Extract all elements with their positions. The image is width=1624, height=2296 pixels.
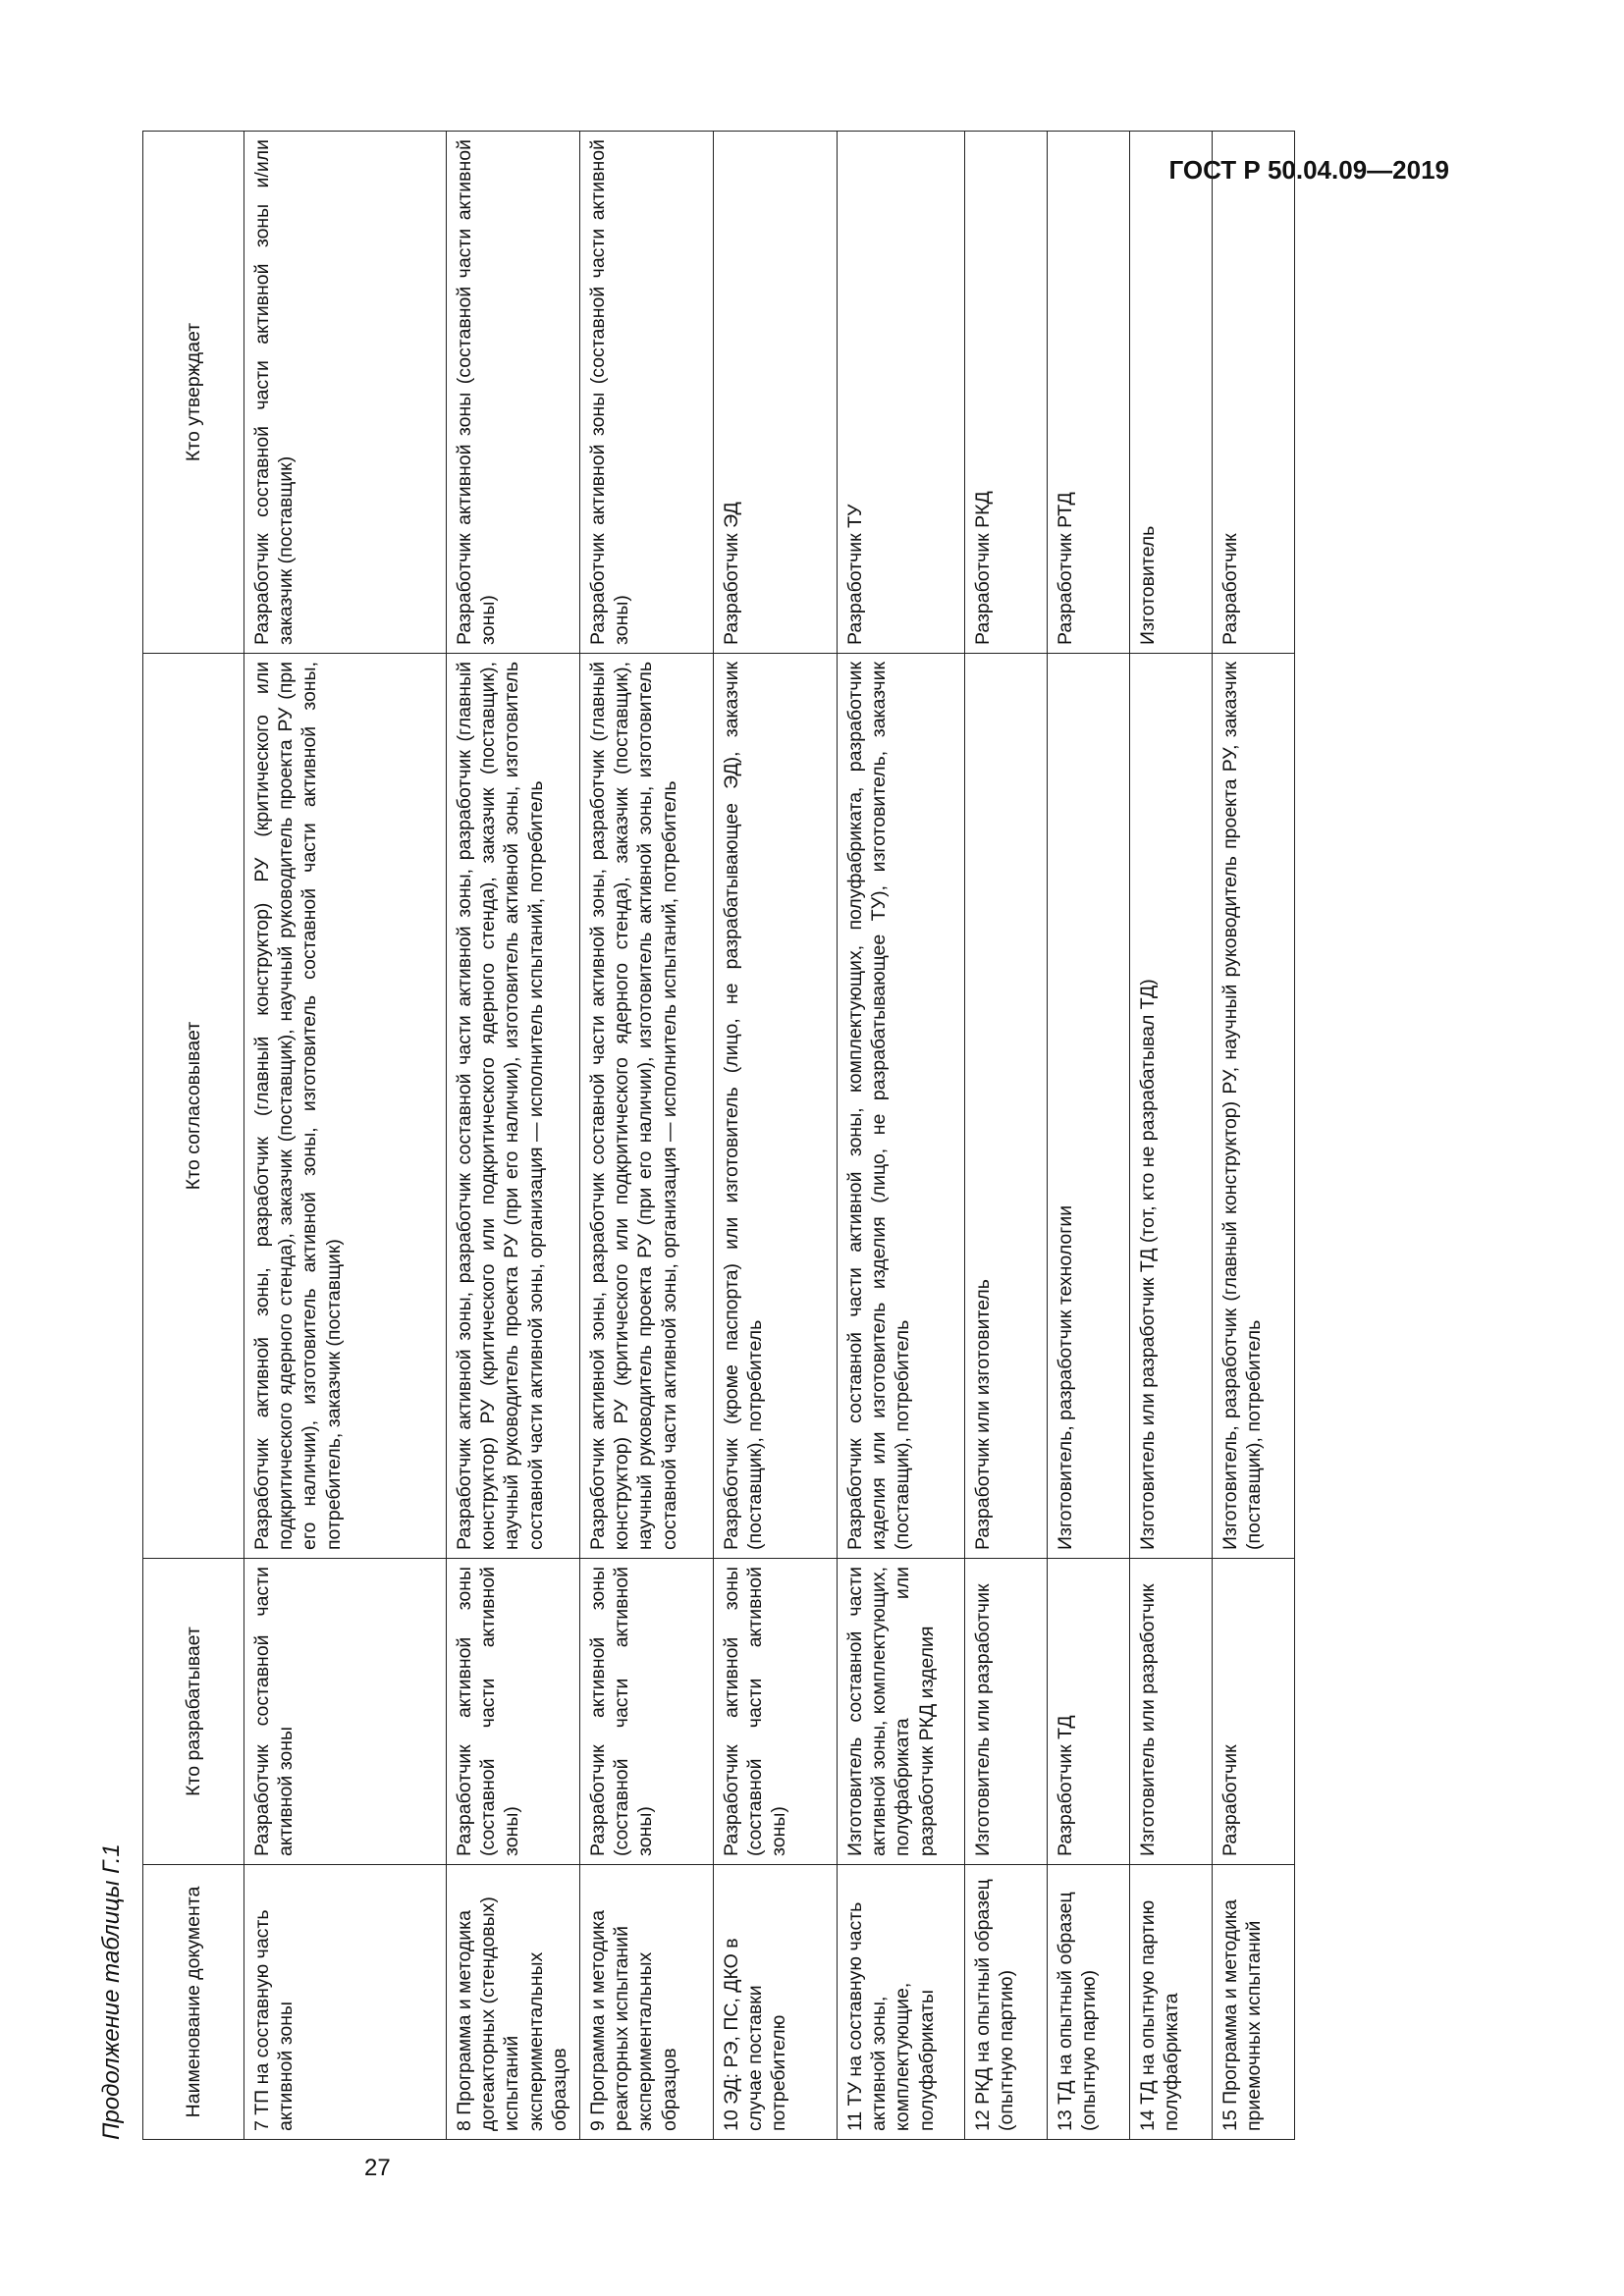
table-row	[1213, 132, 1295, 2140]
cell-document-name: 8 Программа и методика доreакторных (стендовых) испытаний экспериментальных образцов	[447, 1865, 580, 2140]
cell-document-name: 13 ТД на опытный образец (опытную партию)	[1048, 1865, 1130, 2140]
cell-agrees: Разработчик активной зоны, разработчик составной части активной зоны, разработчик (главный конструктор) РУ (критического или подкритического ядерного стенда), заказчик (поставщик), научный руководитель проекта РУ (при его наличии), изготовитель активной зоны, изготовитель составной части активной зоны, организация — исполнитель испытаний, потребитель	[580, 654, 714, 1559]
cell-agrees: Разработчик (кроме паспорта) или изготовитель (лицо, не разрабатывающее ЭД), заказчик (поставщик), потребитель	[714, 654, 838, 1559]
cell-develops: Разработчик активной зоны (составной части активной зоны)	[580, 1559, 714, 1865]
cell-agrees: Изготовитель или разработчик ТД (тот, кто не разрабатывал ТД)	[1130, 654, 1213, 1559]
cell-develops: Разработчик составной части активной зоны	[244, 1559, 447, 1865]
column-header-name: Наименование документа	[143, 1865, 244, 2140]
cell-develops: Разработчик активной зоны (составной части активной зоны)	[447, 1559, 580, 1865]
cell-approves: Разработчик	[1213, 132, 1295, 654]
cell-approves: Разработчик ЭД	[714, 132, 838, 654]
table-row	[244, 132, 447, 2140]
cell-document-name: 9 Программа и методика реакторных испытаний экспериментальных образцов	[580, 1865, 714, 2140]
table-row	[838, 132, 965, 2140]
rotated-table-area	[98, 88, 1414, 2140]
cell-agrees: Разработчик активной зоны, разработчик составной части активной зоны, разработчик (главный конструктор) РУ (критического или подкритического ядерного стенда), заказчик (поставщик), научный руководитель проекта РУ (при его наличии), изготовитель активной зоны, изготовитель составной части активной зоны, организация — исполнитель испытаний, потребитель	[447, 654, 580, 1559]
cell-agrees: Разработчик активной зоны, разработчик (главный конструктор) РУ (критического или подкритического ядерного стенда), заказчик (поставщик), научный руководитель проекта РУ (при его наличии), изготовитель активной зоны, изготовитель составной части активной зоны, потребитель, заказчик (поставщик)	[244, 654, 447, 1559]
documents-table	[142, 131, 1295, 2140]
column-header-develops: Кто разрабатывает	[143, 1559, 244, 1865]
column-header-approves: Кто утверждает	[143, 132, 244, 654]
cell-approves: Разработчик составной части активной зоны и/или заказчик (поставщик)	[244, 132, 447, 654]
table-row	[580, 132, 714, 2140]
table-row	[965, 132, 1048, 2140]
cell-develops: Разработчик	[1213, 1559, 1295, 1865]
cell-document-name: 10 ЭД: РЭ, ПС, ДКО в случае поставки потребителю	[714, 1865, 838, 2140]
cell-develops: Разработчик ТД	[1048, 1559, 1130, 1865]
table-header-row	[143, 132, 244, 2140]
cell-agrees: Разработчик составной части активной зоны, комплектующих, полуфабриката, разработчик изделия или изготовитель изделия (лицо, не разрабатывающее ТУ), изготовитель, заказчик (поставщик), потребитель	[838, 654, 965, 1559]
cell-develops: Разработчик активной зоны (составной части активной зоны)	[714, 1559, 838, 1865]
cell-approves: Разработчик РТД	[1048, 132, 1130, 654]
document-header: ГОСТ Р 50.04.09—2019	[1168, 155, 1449, 185]
cell-approves: Разработчик РКД	[965, 132, 1048, 654]
cell-approves: Изготовитель	[1130, 132, 1213, 654]
cell-agrees: Изготовитель, разработчик (главный конструктор) РУ, научный руководитель проекта РУ, заказчик (поставщик), потребитель	[1213, 654, 1295, 1559]
page-number: 27	[364, 2155, 391, 2181]
table-row	[447, 132, 580, 2140]
cell-document-name: 15 Программа и методика приемочных испытаний	[1213, 1865, 1295, 2140]
cell-document-name: 7 ТП на составную часть активной зоны	[244, 1865, 447, 2140]
table-row	[1130, 132, 1213, 2140]
cell-agrees: Изготовитель, разработчик технологии	[1048, 654, 1130, 1559]
cell-approves: Разработчик активной зоны (составной части активной зоны)	[447, 132, 580, 654]
cell-agrees: Разработчик или изготовитель	[965, 654, 1048, 1559]
table-row	[714, 132, 838, 2140]
column-header-agrees: Кто согласовывает	[143, 654, 244, 1559]
cell-develops: Изготовитель или разработчик	[1130, 1559, 1213, 1865]
cell-develops: Изготовитель составной части активной зоны, комплектующих, полуфабриката или разработчик РКД изделия	[838, 1559, 965, 1865]
cell-document-name: 12 РКД на опытный образец (опытную партию)	[965, 1865, 1048, 2140]
cell-approves: Разработчик ТУ	[838, 132, 965, 654]
table-caption: Продолжение таблицы Г.1	[98, 1843, 125, 2140]
cell-approves: Разработчик активной зоны (составной части активной зоны)	[580, 132, 714, 654]
cell-document-name: 14 ТД на опытную партию полуфабриката	[1130, 1865, 1213, 2140]
cell-develops: Изготовитель или разработчик	[965, 1559, 1048, 1865]
table-row	[1048, 132, 1130, 2140]
cell-document-name: 11 ТУ на составную часть активной зоны, комплектующие, полуфабрикаты	[838, 1865, 965, 2140]
